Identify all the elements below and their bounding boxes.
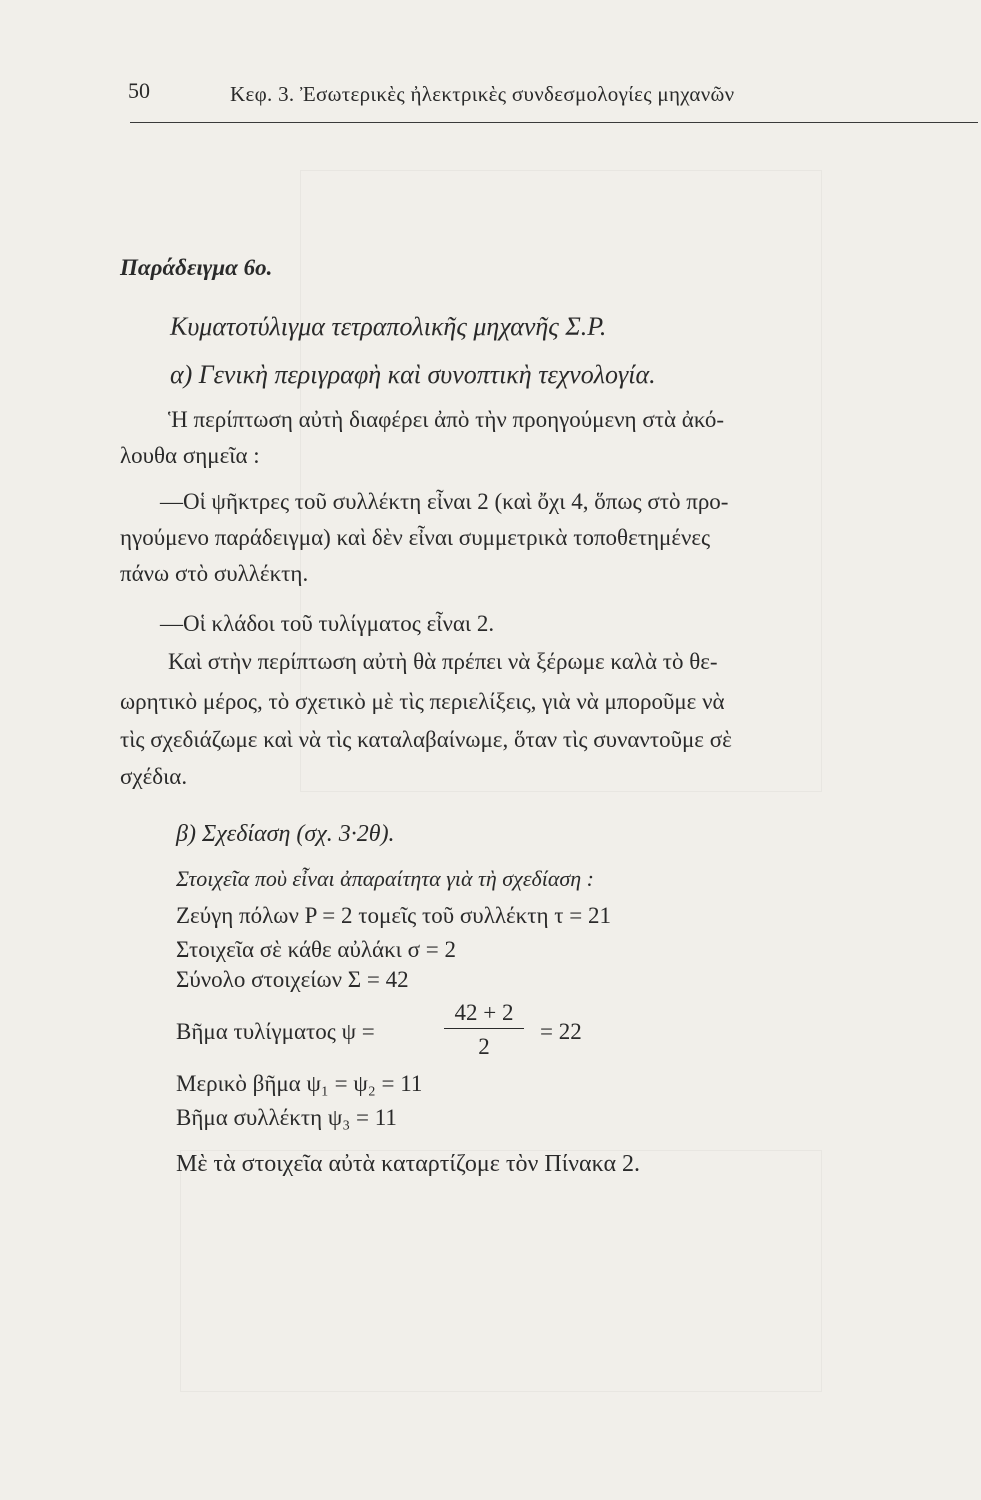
fraction-denominator: 2 <box>478 1034 490 1059</box>
total-elements-line: Σύνολο στοιχείων Σ = 42 <box>176 967 409 992</box>
commutator-pitch-line: Βῆμα συλλέκτη ψ₃ = 11 <box>176 1105 397 1130</box>
section-a-heading: α) Γενικὴ περιγραφὴ καὶ συνοπτικὴ τεχνολογία. <box>170 360 656 389</box>
point-2: —Οἱ κλάδοι τοῦ τυλίγματος εἶναι 2. <box>160 611 495 636</box>
paragraph-2-line-3: τὶς σχεδιάζωμε καὶ νὰ τὶς καταλαβαίνωμε, ὅταν τὶς συναντοῦμε σὲ <box>120 727 732 752</box>
running-head: Κεφ. 3. Ἐσωτερικὲς ἠλεκτρικὲς συνδεσμολογίες μηχανῶν <box>230 82 735 106</box>
example-title: Κυματοτύλιγμα τετραπολικῆς μηχανῆς Σ.Ρ. <box>170 312 607 341</box>
required-data-heading: Στοιχεῖα ποὺ εἶναι ἀπαραίτητα γιὰ τὴ σχεδίαση : <box>176 866 594 891</box>
winding-pitch-result: = 22 <box>540 1019 582 1044</box>
header-rule <box>130 122 978 123</box>
point-1-line-3: πάνω στὸ συλλέκτη. <box>120 561 309 586</box>
paragraph-2-line-1: Καὶ στὴν περίπτωση αὐτὴ θὰ πρέπει νὰ ξέρωμε καλὰ τὸ θε- <box>168 649 718 674</box>
example-heading: Παράδειγμα 6ο. <box>120 255 273 280</box>
paragraph-1-line-2: λουθα σημεῖα : <box>120 443 260 468</box>
section-b-heading: β) Σχεδίαση (σχ. 3·2θ). <box>176 821 395 847</box>
paragraph-1-line-1: Ἡ περίπτωση αὐτὴ διαφέρει ἀπὸ τὴν προηγούμενη στὰ ἀκό- <box>168 407 725 432</box>
paragraph-2-line-2: ωρητικὸ μέρος, τὸ σχετικὸ μὲ τὶς περιελίξεις, γιὰ νὰ μποροῦμε νὰ <box>120 689 725 714</box>
winding-pitch-fraction <box>444 1000 524 1060</box>
page-number: 50 <box>128 78 150 103</box>
bleed-through-frame-lower <box>180 1150 822 1392</box>
page-header <box>128 78 978 118</box>
fraction-numerator: 42 + 2 <box>454 1000 514 1025</box>
fraction-bar <box>444 1028 524 1029</box>
pole-pairs-line: Ζεύγη πόλων P = 2 τομεῖς τοῦ συλλέκτη τ = 21 <box>176 903 611 928</box>
closing-sentence: Μὲ τὰ στοιχεῖα αὐτὰ καταρτίζομε τὸν Πίνακα 2. <box>176 1151 641 1177</box>
elements-per-slot-line: Στοιχεῖα σὲ κάθε αὐλάκι σ = 2 <box>176 937 456 962</box>
winding-pitch-label: Βῆμα τυλίγματος ψ = <box>176 1019 375 1044</box>
point-1-line-1: —Οἱ ψῆκτρες τοῦ συλλέκτη εἶναι 2 (καὶ ὄχι 4, ὅπως στὸ προ- <box>160 489 729 514</box>
point-1-line-2: ηγούμενο παράδειγμα) καὶ δὲν εἶναι συμμετρικὰ τοποθετημένες <box>120 525 711 550</box>
paragraph-2-line-4: σχέδια. <box>120 764 188 789</box>
partial-pitch-line: Μερικὸ βῆμα ψ₁ = ψ₂ = 11 <box>176 1071 423 1096</box>
